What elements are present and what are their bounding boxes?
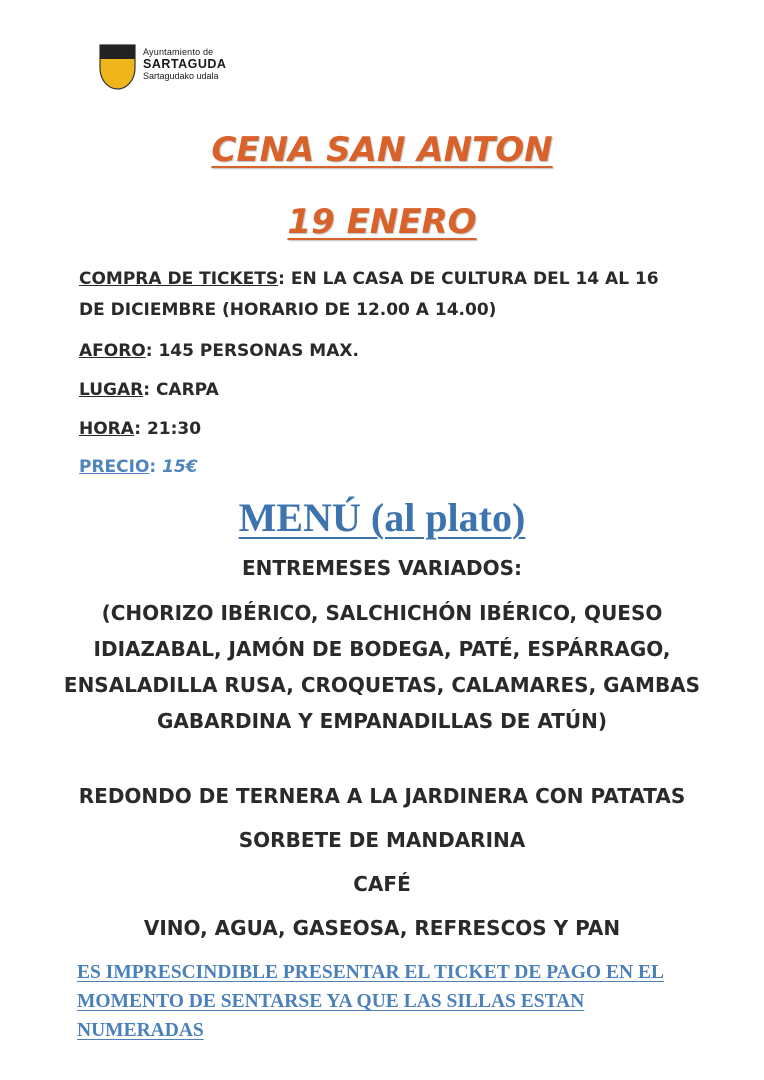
lugar-info — [79, 375, 689, 406]
aforo-label: AFORO — [79, 341, 146, 361]
coat-of-arms-icon — [99, 44, 136, 90]
hora-label: HORA — [79, 419, 135, 439]
tickets-info — [79, 264, 689, 326]
menu-title: MENÚ (al plato) — [238, 495, 526, 540]
tickets-text: : EN LA CASA DE CULTURA DEL 14 AL 16 DE DICIEMBRE (HORARIO DE 12.00 A 14.00) — [79, 269, 659, 320]
lugar-text: : CARPA — [143, 380, 219, 400]
aforo-text: : 145 PERSONAS MAX. — [145, 341, 359, 361]
precio-label: PRECIO — [79, 457, 150, 477]
menu-dish-coffee: CAFÉ — [353, 872, 411, 896]
logo-line-udala: Sartagudako udala — [143, 70, 219, 81]
precio-info — [79, 452, 689, 483]
municipality-logo — [99, 44, 226, 90]
logo-line-sartaguda: SARTAGUDA — [143, 57, 227, 71]
precio-value: 15€ — [162, 457, 198, 477]
menu-dish-dessert: SORBETE DE MANDARINA — [238, 828, 526, 852]
hora-text: : 21:30 — [134, 419, 202, 439]
menu-dish-drinks: VINO, AGUA, GASEOSA, REFRESCOS Y PAN — [143, 916, 621, 940]
logo-line-ayuntamiento: Ayuntamiento de — [143, 47, 214, 57]
precio-separator: : — [149, 457, 163, 477]
entremeses-list: (CHORIZO IBÉRICO, SALCHICHÓN IBÉRICO, QUESO IDIAZABAL, JAMÓN DE BODEGA, PATÉ, ESPÁRRAGO, ENSALADILLA RUSA, CROQUETAS, CALAMARES, GAMBAS GABARDINA Y EMPANADILLAS DE ATÚN) — [63, 601, 701, 733]
event-title: CENA SAN ANTON — [211, 130, 553, 170]
hora-info — [79, 414, 689, 445]
lugar-label: LUGAR — [79, 380, 144, 400]
tickets-label: COMPRA DE TICKETS — [79, 269, 279, 289]
aforo-info — [79, 336, 689, 367]
menu-dish-main: REDONDO DE TERNERA A LA JARDINERA CON PATATAS — [78, 784, 686, 808]
ticket-notice: ES IMPRESCINDIBLE PRESENTAR EL TICKET DE PAGO EN EL MOMENTO DE SENTARSE YA QUE LAS SILLAS ESTAN NUMERADAS — [77, 962, 664, 1041]
event-date: 19 ENERO — [287, 202, 477, 242]
entremeses-heading: ENTREMESES VARIADOS: — [241, 556, 523, 580]
